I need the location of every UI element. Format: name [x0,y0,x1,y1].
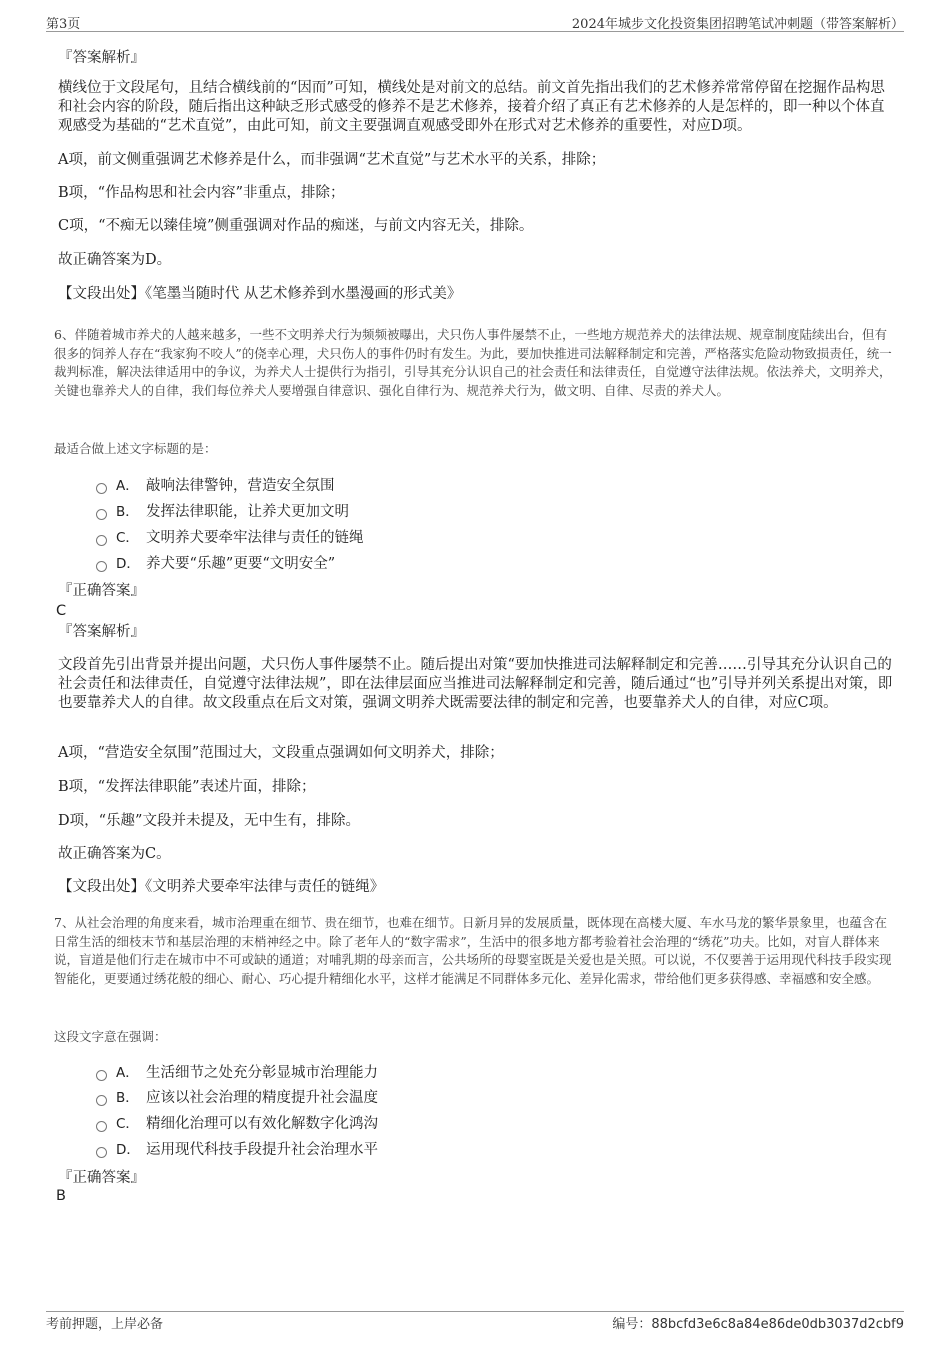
q6-conclusion: 故正确答案为C。 [58,846,171,862]
option-text: 文明养犬要牵牢法律与责任的链绳 [146,530,364,546]
option-text: 敲响法律警钟，营造安全氛围 [146,478,335,494]
option-letter: A． [116,1065,139,1081]
q5-option-c-note: C项，“不痴无以臻佳境”侧重强调对作品的痴迷，与前文内容无关，排除。 [58,218,534,234]
radio-icon[interactable] [96,535,107,546]
footer-slogan: 考前押题，上岸必备 [46,1317,164,1332]
q5-option-a-note: A项，前文侧重强调艺术修养是什么，而非强调“艺术直觉”与艺术水平的关系，排除； [58,152,606,168]
q7-stem: 7、从社会治理的角度来看，城市治理重在细节、贵在细节，也难在细节。日新月异的发展质量，既体现在高楼大厦、车水马龙的繁华景象里，也蕴含在日常生活的细枝末节和基层治理的末梢神经之中。除了老年人的“数字需求”，生活中的很多地方都考验着社会治理的“绣花”功夫。比如，对盲人群体来说，盲道是他们行走在城市中不可或缺的通道；对哺乳期的母亲而言，公共场所的母婴室既是关爱也是关照。可以说，不仅要善于运用现代科技手段实现智能化，更要通过绣花般的细心、耐心、巧心提升精细化水平，这样才能满足不同群体多元化、差异化需求，带给他们更多获得感、幸福感和安全感。 [54,915,892,986]
option-letter: B． [116,504,139,520]
option-letter: B． [116,1090,139,1106]
q7-option-d[interactable] [96,1140,378,1160]
page-number: 第3页 [46,17,81,32]
q6-answer: C [56,603,67,619]
document-code [612,1313,904,1332]
option-text: 生活细节之处充分彰显城市治理能力 [146,1065,378,1081]
q5-analysis-label: 『答案解析』 [58,50,145,66]
q6-source: 【文段出处】《文明养犬要牵牢法律与责任的链绳》 [58,879,385,895]
code-label: 编号： [612,1317,652,1332]
option-letter: D． [116,556,140,572]
q7-prompt: 这段文字意在强调： [54,1029,167,1044]
q6-analysis-text: 文段首先引出背景并提出问题，犬只伤人事件屡禁不止。随后提出对策“要加快推进司法解释制定和完善……引导其充分认识自己的社会责任和法律责任，自觉遵守法律法规”，即在法律层面应当推进司法解释制定和完善，随后通过“也”引导并列关系提出对策，即也要靠养犬人的自律。故文段重点在后文对策，强调文明养犬既需要法律的制定和完善，也要靠养犬人的自律，对应C项。 [58,657,893,711]
q7-answer-label: 『正确答案』 [58,1170,145,1186]
q5-conclusion: 故正确答案为D。 [58,252,172,268]
q6-option-a[interactable] [96,476,335,496]
q6-answer-label: 『正确答案』 [58,583,145,599]
q5-option-b-note: B项，“作品构思和社会内容”非重点，排除； [58,185,345,201]
radio-icon[interactable] [96,483,107,494]
footer-divider [46,1311,904,1312]
q6-option-d-note: D项，“乐趣”文段并未提及，无中生有，排除。 [58,813,360,829]
q6-option-c[interactable] [96,528,364,548]
q6-analysis-label: 『答案解析』 [58,624,145,640]
radio-icon[interactable] [96,561,107,572]
q6-prompt: 最适合做上述文字标题的是： [54,441,217,456]
option-text: 运用现代科技手段提升社会治理水平 [146,1142,378,1158]
option-letter: A． [116,478,139,494]
q7-option-c[interactable] [96,1114,378,1134]
document-title: 2024年城步文化投资集团招聘笔试冲刺题（带答案解析） [571,17,904,32]
radio-icon[interactable] [96,509,107,520]
q6-option-b[interactable] [96,502,349,522]
q6-option-a-note: A项，“营造安全氛围”范围过大，文段重点强调如何文明养犬，排除； [58,745,504,761]
option-text: 精细化治理可以有效化解数字化鸿沟 [146,1116,378,1132]
q7-option-b[interactable] [96,1088,378,1108]
q6-option-d[interactable] [96,554,335,574]
radio-icon[interactable] [96,1095,107,1106]
radio-icon[interactable] [96,1147,107,1158]
option-text: 发挥法律职能，让养犬更加文明 [146,504,349,520]
radio-icon[interactable] [96,1070,107,1081]
radio-icon[interactable] [96,1121,107,1132]
option-letter: C． [116,1116,139,1132]
q7-option-a[interactable] [96,1063,378,1083]
option-text: 养犬要“乐趣”更要“文明安全” [146,556,336,572]
option-letter: C． [116,530,139,546]
option-letter: D． [116,1142,140,1158]
option-text: 应该以社会治理的精度提升社会温度 [146,1090,378,1106]
q7-answer: B [56,1188,66,1204]
header-divider [46,31,904,32]
q5-analysis-text: 横线位于文段尾句，且结合横线前的“因而”可知，横线处是对前文的总结。前文首先指出我们的艺术修养常常停留在挖掘作品构思和社会内容的阶段，随后指出这种缺乏形式感受的修养不是艺术修养，接着介绍了真正有艺术修养的人是怎样的，即一种以个体直观感受为基础的“艺术直觉”，由此可知，前文主要强调直观感受即外在形式对艺术修养的重要性，对应D项。 [58,80,885,134]
q5-source: 【文段出处】《笔墨当随时代 从艺术修养到水墨漫画的形式美》 [58,286,462,302]
q6-stem: 6、伴随着城市养犬的人越来越多，一些不文明养犬行为频频被曝出，犬只伤人事件屡禁不止，一些地方规范养犬的法律法规、规章制度陆续出台，但有很多的饲养人存在“我家狗不咬人”的侥幸心理，犬只伤人的事件仍时有发生。为此，要加快推进司法解释制定和完善，严格落实危险动物致损责任，统一裁判标准，解决法律适用中的争议，为养犬人士提供行为指引，引导其充分认识自己的社会责任和法律责任，自觉遵守法律法规。依法养犬，文明养犬，关键也靠养犬人的自律，我们每位养犬人要增强自律意识、强化自律行为、规范养犬行为，做文明、自律、尽责的养犬人。 [54,327,892,398]
q6-option-b-note: B项，“发挥法律职能”表述片面，排除； [58,779,316,795]
code-value: 88bcfd3e6c8a84e86de0db3037d2cbf9 [651,1317,904,1332]
